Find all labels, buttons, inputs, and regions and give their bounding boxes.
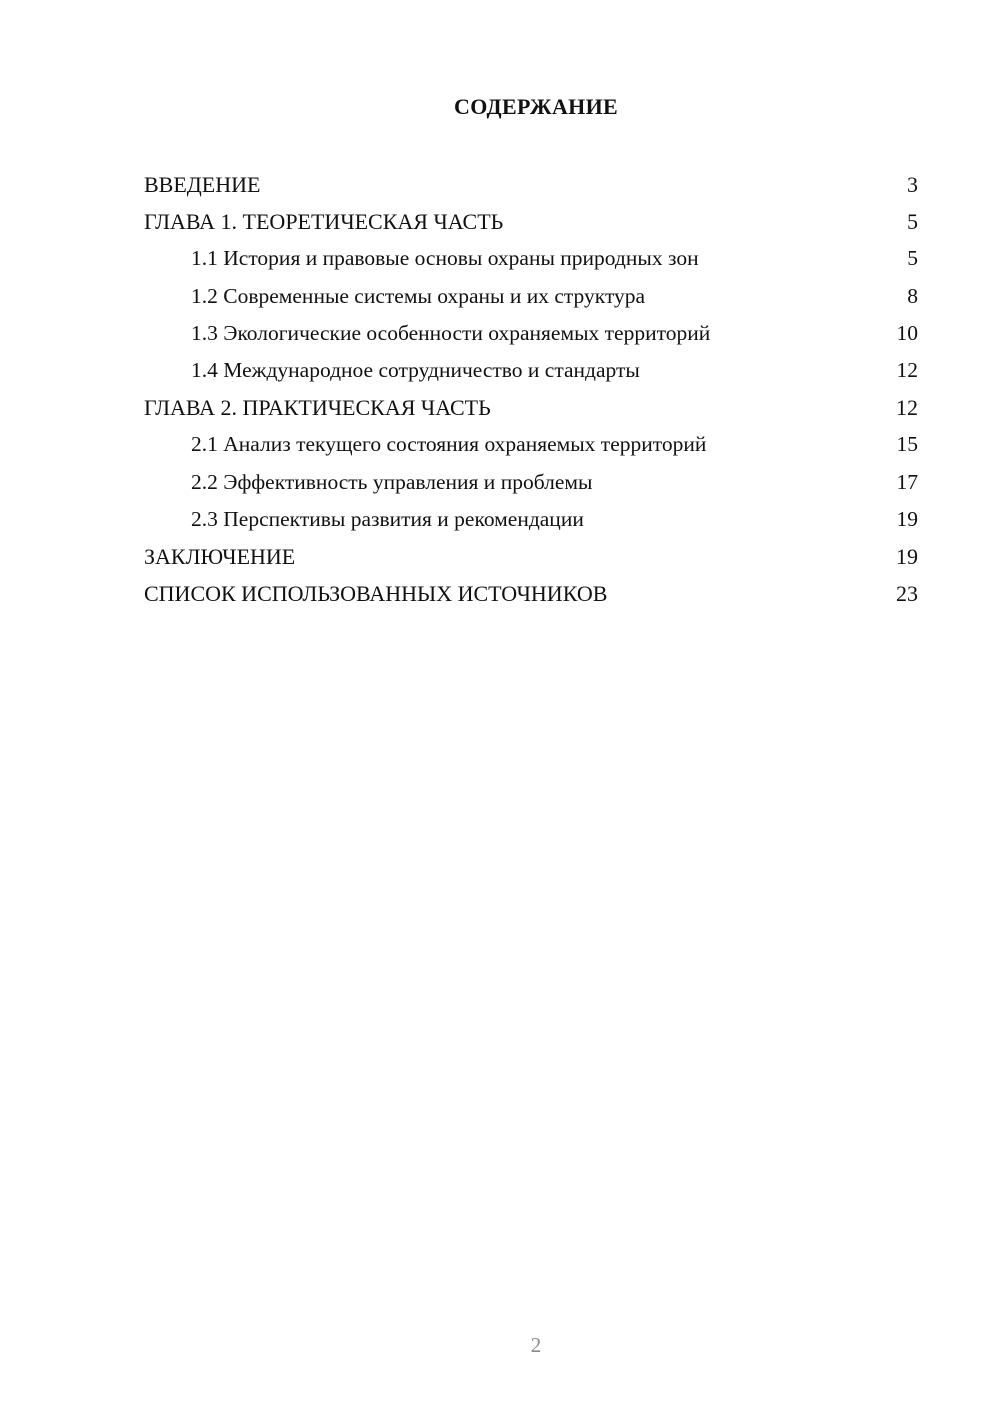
toc-entry-page: 10 [896,320,918,345]
toc-entry-label: 2.1 Анализ текущего состояния охраняемых территорий [191,432,707,457]
toc-entry-label: СПИСОК ИСПОЛЬЗОВАННЫХ ИСТОЧНИКОВ [144,581,608,607]
toc-entry-page: 19 [896,506,918,531]
toc-entry-chapter-2[interactable] [144,389,918,426]
toc-entry-page: 23 [896,581,918,607]
toc-entry-page: 12 [896,395,918,421]
toc-entry-page: 15 [896,432,918,457]
toc-entry-section-1-2[interactable] [144,278,918,315]
toc-entry-label: 2.2 Эффективность управления и проблемы [191,469,593,494]
toc-entry-page: 3 [907,172,918,197]
toc-entry-section-2-2[interactable] [144,464,918,501]
toc-entry-page: 17 [896,469,918,494]
page-number: 2 [530,1333,542,1357]
toc-entry-chapter-1[interactable] [144,203,918,240]
toc-entry-label: 1.3 Экологические особенности охраняемых территорий [191,320,711,345]
toc-entry-section-2-3[interactable] [144,501,918,538]
toc-entry-label: 2.3 Перспективы развития и рекомендации [191,506,584,531]
toc-entry-label: 1.4 Международное сотрудничество и стандарты [191,357,640,382]
toc-entry-label: 1.1 История и правовые основы охраны природных зон [191,246,699,271]
page-title: СОДЕРЖАНИЕ [454,94,618,119]
toc-entry-label: ГЛАВА 2. ПРАКТИЧЕСКАЯ ЧАСТЬ [144,395,491,421]
toc-entry-conclusion[interactable] [144,538,918,575]
toc-entry-label: ВВЕДЕНИЕ [144,172,261,197]
toc-entry-page: 19 [896,543,918,569]
toc-entry-section-1-3[interactable] [144,315,918,352]
table-of-contents [144,166,918,612]
toc-entry-section-2-1[interactable] [144,426,918,463]
toc-entry-label: 1.2 Современные системы охраны и их структура [191,283,646,308]
toc-entry-section-1-1[interactable] [144,240,918,277]
toc-entry-page: 8 [907,283,918,308]
toc-entry-label: ЗАКЛЮЧЕНИЕ [144,543,296,569]
toc-entry-page: 5 [907,209,918,235]
toc-entry-introduction[interactable] [144,166,918,203]
toc-entry-page: 5 [907,246,918,271]
toc-entry-references[interactable] [144,575,918,612]
toc-entry-section-1-4[interactable] [144,352,918,389]
toc-entry-label: ГЛАВА 1. ТЕОРЕТИЧЕСКАЯ ЧАСТЬ [144,209,504,235]
toc-entry-page: 12 [896,357,918,382]
